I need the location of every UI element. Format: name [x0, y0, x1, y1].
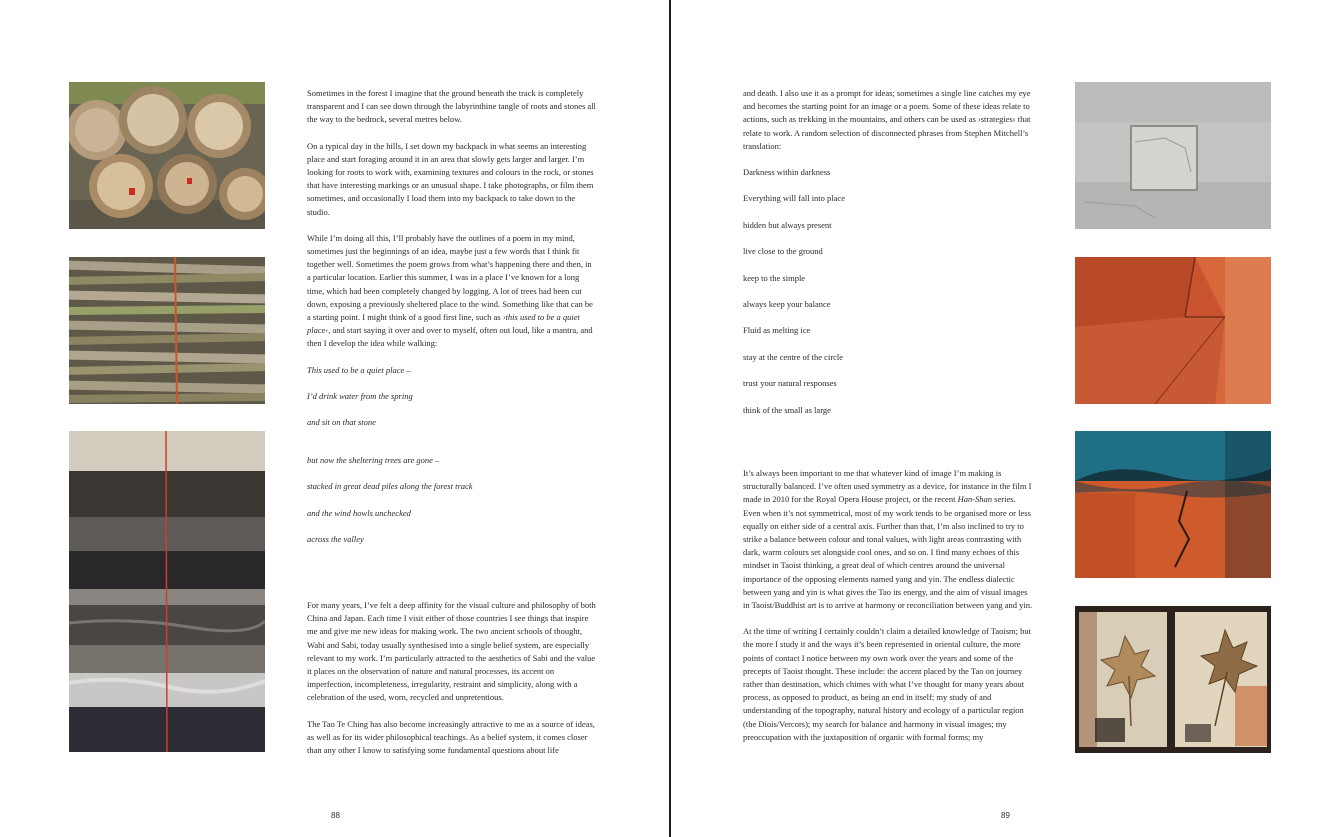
mitchell-phrases-list: [743, 166, 1033, 417]
pressed-leaves-on-paper-photo: [1075, 606, 1271, 753]
page-number-right: 89: [1001, 811, 1010, 820]
tao-continuation-paragraph: and death. I also use it as a prompt for ideas; sometimes a single line catches my eye and becomes the starting point for an image or a poem. Some of these ideas relate to actions, such as trekking in the mountains, and others can be used as ›strategies‹ that relate to work. A random selection of disconnected phrases from Stephen Mitchell’s translation:: [743, 88, 1031, 151]
layered-dark-strata-painting: [69, 431, 265, 752]
left-poem-stanza-2: [307, 454, 597, 560]
weathered-plaster-square-photo: [1075, 82, 1271, 229]
foraging-paragraph: On a typical day in the hills, I set down my backpack in what seems an interesting place and start foraging around it in an area that slowly gets larger and larger. I’m looking for roots to work with, examining textures and colours in the rock, or stones that have interesting markings or an unusual shape. I take photographs, or film them sometimes, and occasionally I load them into my backpack to take down to the studio.: [307, 140, 594, 217]
phrase-item: always keep your balance: [743, 298, 831, 309]
teal-over-orange-cracked-paint-photo: [1075, 431, 1271, 578]
stacked-log-ends-photo: [69, 82, 265, 229]
right-text-column-lower: [743, 467, 1033, 757]
right-page: [671, 0, 1340, 837]
balance-paragraph: It’s always been important to me that whatever kind of image I’m making is structurally balanced. I’ve often used symmetry as a device, for instance in the film I made in 2010 for the Royal Opera House project, or the recent Han-Shan series. Even when it’s not symmetrical, most of my work tends to be organised more or less equally on either side of a central axis. Further than that, I’m also inclined to try to strike a balance between colour and tonal values, with light areas contrasting with dark, warm colours set alongside cool ones, and so on. I find many echoes of this mindset in Taoist thinking, a great deal of which centres around the universal importance of the opposing elements named yang and yin. The endless dialectic between yang and yin is what gives the Tao its energy, and the aim of visual images in Taoist/Buddhist art is to arrive at harmony or reconciliation between yang and yin.: [743, 468, 1033, 611]
phrase-item: hidden but always present: [743, 219, 832, 230]
left-text-column: [307, 87, 597, 443]
phrase-item: Darkness within darkness: [743, 167, 831, 178]
poem-first-line-quote: ›this used to be a quiet place‹: [307, 312, 580, 336]
poem-line: and the wind howls unchecked: [307, 507, 411, 518]
phrase-item: keep to the simple: [743, 272, 806, 283]
poem-origin-paragraph: While I’m doing all this, I’ll probably have the outlines of a poem in my mind, sometimes just the beginnings of an idea, maybe just a few words that I think fit together well. Sometimes the poem grows from what’s happening there and then, in a particular location. Earlier this summer, I was in a place I’ve known for a long time, which had been completely changed by logging. A lot of trees had been cut down, exposing a previously sheltered place to the wind. Something like that can be a starting point. I might think of a good first line, such as ›this used to be a quiet place‹, and start saying it over and over to myself, often out loud, like a mantra, and then I develop the idea while walking:: [307, 232, 593, 349]
taoism-paragraph: At the time of writing I certainly couldn’t claim a detailed knowledge of Taoism; but the more I study it and the ways it’s been represented in oriental culture, the more points of contact I notice between my own work over the years and some of the precepts of Taoist thought. These include: the accent placed by the Tao on journey rather than destination, which chimes with what I’ve thought for many years about process, as opposed to product, as being an end in itself; my study of and understanding of the topography, natural history and ecology of a particular region (the Diois/Vercors); my search for balance and harmony in visual images; my preoccupation with the juxtaposition of organic with formal forms; my: [743, 626, 1032, 742]
page-number-left: 88: [331, 811, 340, 820]
poem-line: This used to be a quiet place –: [307, 364, 411, 375]
phrase-item: Everything will fall into place: [743, 193, 845, 204]
phrase-item: stay at the centre of the circle: [743, 351, 844, 362]
poem-stanza-1: [307, 364, 597, 430]
phrase-item: Fluid as melting ice: [743, 325, 811, 336]
left-page: [0, 0, 669, 837]
china-japan-paragraph: For many years, I’ve felt a deep affinity for the visual culture and philosophy of both China and Japan. Each time I visit either of those countries I see things that inspire me and give me new ideas for making work. The two ancient schools of thought, Wabi and Sabi, today usually synthesised into a single belief system, are especially relevant to my work. I’m particularly attracted to the aesthetics of Sabi and the value it places on the observation of nature and natural processes, its accent on imperfection, incompleteness, irregularity, restraint and simplicity, along with a celebration of the used, worn, recycled and unpretentious.: [307, 600, 596, 703]
left-text-column-lower: [307, 599, 597, 770]
phrase-item: think of the small as large: [743, 404, 831, 415]
orange-painted-wood-photo: [1075, 257, 1271, 404]
stacked-branches-photo: [69, 257, 265, 404]
poem-line: and sit on that stone: [307, 417, 376, 428]
han-shan-title: Han-Shan: [957, 494, 993, 505]
poem-line: across the valley: [307, 534, 364, 545]
poem-line: stacked in great dead piles along the forest track: [307, 481, 473, 492]
phrase-item: trust your natural responses: [743, 378, 837, 389]
tao-te-ching-paragraph: The Tao Te Ching has also become increasingly attractive to me as a source of ideas, as well as for its wider philosophical teachings. As a belief system, it comes closer than any other I know to satisfying some fundamental questions about life: [307, 718, 595, 756]
intro-paragraph: Sometimes in the forest I imagine that the ground beneath the track is completely transparent and I can see down through the labyrinthine tangle of roots and stones all the way to the bedrock, several metres below.: [307, 88, 596, 125]
right-text-column: [743, 87, 1033, 430]
poem-line: I’d drink water from the spring: [307, 391, 413, 402]
poem-line: but now the sheltering trees are gone –: [307, 455, 440, 465]
phrase-item: live close to the ground: [743, 246, 823, 257]
